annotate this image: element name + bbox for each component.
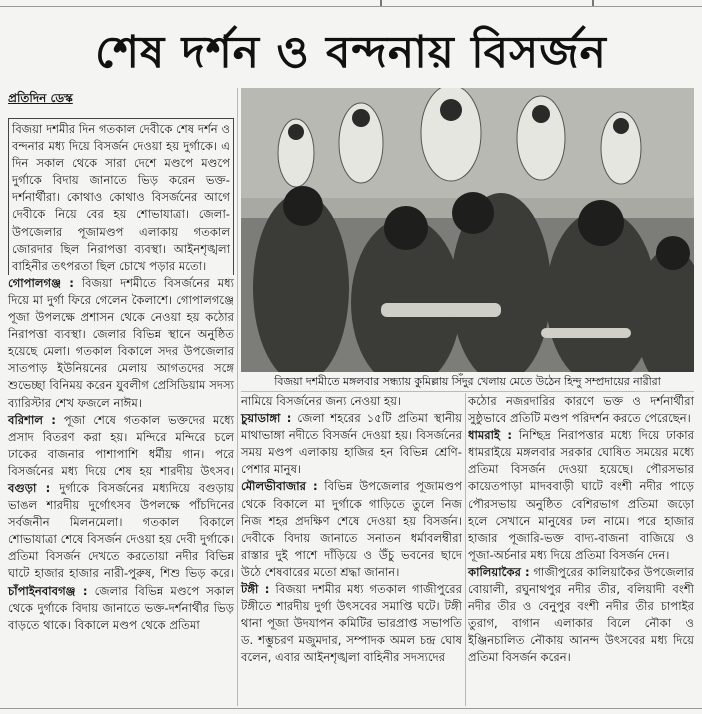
paragraph-barishal bbox=[8, 412, 234, 634]
place-label-chuadanga: চুয়াডাঙ্গা : bbox=[241, 411, 292, 426]
top-border bbox=[0, 0, 702, 7]
paragraph-text: নিশ্ছিদ্র নিরাপত্তার মধ্যে দিয়ে ঢাকার ধামরাইয়ে মঙ্গলবার সরকার ঘোষিত সময়ের মধ্যে প্রতিমা বিসর্জন দেওয়া হয়েছে। পৌরসভার কায়েতপাড়া মাদববাড়ী ঘাটে বংশী নদীর পাড়ে পৌরসভায় অনুষ্ঠিত বেশিরভাগ প্রতিমা জড়ো হলে সেখানে মানুষের ঢল নামে। পরে হাজার হাজার পূজারি-ভক্ত বাদ্য-বাজনা বাজিয়ে ও পূজা-অর্চনার মধ্য দিয়ে প্রতিমা বিসর্জন দেন। bbox=[468, 428, 695, 562]
paragraph-text: জেলার বিভিন্ন মণ্ডপে সকাল থেকে দুর্গাকে বিদায় জানাতে ভক্ত-দর্শনার্থীর ভিড় বাড়তে থাকে। বিকালে মণ্ডপ থেকে প্রতিমা bbox=[8, 583, 234, 632]
place-label-chapainawabganj: চাঁপাইনবাবগঞ্জ : bbox=[8, 583, 88, 598]
paragraph-kaliakoir bbox=[468, 564, 694, 667]
paragraph-chuadanga bbox=[241, 410, 462, 478]
paragraph-dhamrai bbox=[468, 427, 694, 564]
place-label-gopalganj: গোপালগঞ্জ : bbox=[8, 275, 74, 290]
paragraph-text: বিজয়া দশমীর মধ্য গতকাল গাজীপুরের টঙ্গীতে শারদীয় দুর্গা উৎসবের সমাপ্তি ঘটে। টঙ্গী থানা পূজা উদযাপন কমিটির ভারপ্রাপ্ত সভাপতি ড. শম্ভুচরণ মজুমদার, সম্পাদক অমল চন্দ্র ঘোষ বলেন, এবার আইনশৃঙ্খলা বাহিনীর সদস্যদের bbox=[241, 582, 462, 665]
lead-paragraph: বিজয়া দশমীর দিন গতকাল দেবীকে শেষ দর্শন ও বন্দনার মধ্য দিয়ে বিসর্জন দেওয়া হয় দুর্গাকে। এ দিন সকাল থেকে সারা দেশে মণ্ডপে মণ্ডপে দুর্গাকে বিদায় জানাতে ভিড় করেন ভক্ত-দর্শনার্থীরা। কোথাও কোথাও বিসর্জনের আগে দেবীকে নিয়ে বের হয় শোভাযাত্রা। জেলা-উপজেলার পূজামণ্ডপ এলাকায় গতকাল জোরদার ছিল নিরাপত্তা ব্যবস্থা। আইনশৃঙ্খলা বাহিনীর তৎপরতা ছিল চোখে পড়ার মতো। bbox=[8, 118, 234, 275]
paragraph-continued: নামিয়ে বিসর্জনের জন্য নেওয়া হয়। bbox=[241, 394, 402, 408]
paragraph-continued: কঠোর নজরদারির কারণে ভক্ত ও দর্শনার্থীরা সুষ্ঠুভাবে প্রতিটি মণ্ডপ পরিদর্শন করতে পেরেছেন। bbox=[468, 394, 694, 426]
column-divider bbox=[237, 88, 238, 706]
paragraph-text: জেলা শহরের ১৫টি প্রতিমা স্থানীয় মাথাভাঙ্গা নদীতে বিসর্জন দেওয়া হয়। বিসর্জনের সময় মণ্ডপ এলাকায় হাজির হন বিভিন্ন শ্রেণি-পেশার মানুষ। bbox=[241, 411, 463, 477]
paragraph-tongi bbox=[241, 581, 462, 666]
paragraph-text: বিভিন্ন উপজেলার পূজামণ্ডপ থেকে বিকালে মা দুর্গাকে গাড়িতে তুলে নিজ নিজ শহর প্রদক্ষিণ শেষে দেওয়া হয় বিসর্জন। দেবীকে বিদায় জানাতে সনাতন ধর্মাবলম্বীরা রাস্তার দুই পাশে দাঁড়িয়ে ও উঁচু ভবনের ছাদে উঠে শেষবারের মতো শ্রদ্ধা জানান। bbox=[241, 479, 462, 579]
bottom-rule bbox=[0, 708, 702, 709]
news-photo bbox=[241, 88, 694, 372]
photo-caption: বিজয়া দশমীতে মঙ্গলবার সন্ধ্যায় কুমিল্লায় সিঁদুর খেলায় মেতে উঠেন হিন্দু সম্প্রদায়ের নারীরা bbox=[241, 373, 694, 392]
column-divider bbox=[465, 393, 466, 706]
article-column-1 bbox=[8, 118, 234, 706]
dateline: প্রতিদিন ডেস্ক bbox=[8, 91, 73, 105]
place-label-bogura: বগুড়া : bbox=[8, 480, 51, 495]
paragraph-text: পূজা শেষে গতকাল ভক্তদের মধ্যে প্রসাদ বিতরণ করা হয়। মন্দিরে মন্দিরে চলে ঢাকের বাজনার পাশাপাশি ধর্মীয় গান। পরে বিসর্জনের মধ্য দিয়ে শেষ হয় শারদীয় উৎসব। bbox=[8, 412, 235, 478]
paragraph-text: দুর্গাকে বিসর্জনের মধ্যদিয়ে বগুড়ায় ভাঙল শারদীয় দুর্গোৎসব উপলক্ষে পাঁচদিনের সর্বজনীন মিলনমেলা। গতকাল বিকালে শোভাযাত্রা শেষে বিসর্জন দেওয়া হয় দেবী দুর্গাকে। প্রতিমা বিসর্জন দেখতে করতোয়া নদীর বিভিন্ন ঘাটে হাজার হাজার নারী-পুরুষ, শিশু ভিড় করে। bbox=[8, 480, 235, 581]
article-column-2 bbox=[241, 393, 462, 706]
place-label-moulvibazar: মৌলভীবাজার : bbox=[241, 479, 318, 494]
place-label-barishal: বরিশাল : bbox=[8, 412, 56, 427]
place-label-dhamrai: ধামরাই : bbox=[468, 428, 512, 443]
paragraph-text: বিজয়া দশমীতে বিসর্জনের মধ্য দিয়ে মা দুর্গা ফিরে গেলেন কৈলাশে। গোপালগঞ্জে পূজা উপলক্ষে প্রশাসন থেকে নেওয়া হয় কঠোর নিরাপত্তা ব্যবস্থা। জেলার বিভিন্ন স্থানে অনুষ্ঠিত হয়েছে মেলা। গতকাল বিকালে সদর উপজেলার সাতপাড় ইউনিয়নের মেলায় আগতদের সঙ্গে শুভেচ্ছা বিনিময় করেন যুবলীগ প্রেসিডিয়াম সদস্য ব্যারিস্টার শেখ ফজলে নাঈম। bbox=[8, 275, 234, 410]
place-label-tongi: টঙ্গী : bbox=[241, 582, 270, 597]
paragraph-text: গাজীপুরের কালিয়াকৈর উপজেলার বোয়ালী, রঘুনাথপুর নদীর তীর, বলিয়াদী বংশী নদীর তীর ও বেনুপুর বংশী নদীর তীর চাপাইর তুরাগ, বাগান এলাকার বিলে নৌকা ও ইঞ্জিনচালিত নৌকায় আনন্দ উৎসবের মধ্য দিয়ে প্রতিমা বিসর্জন করেন। bbox=[468, 564, 694, 665]
article-column-3 bbox=[468, 393, 694, 706]
paragraph-gopalganj bbox=[8, 275, 234, 412]
photo-illustration bbox=[241, 88, 694, 372]
headline: শেষ দর্শন ও বন্দনায় বিসর্জন bbox=[95, 27, 607, 78]
top-border-right-box bbox=[592, 0, 702, 6]
place-label-kaliakoir: কালিয়াকৈর : bbox=[468, 564, 530, 579]
paragraph-moulvibazar bbox=[241, 478, 462, 581]
top-border-left-box bbox=[0, 0, 382, 6]
